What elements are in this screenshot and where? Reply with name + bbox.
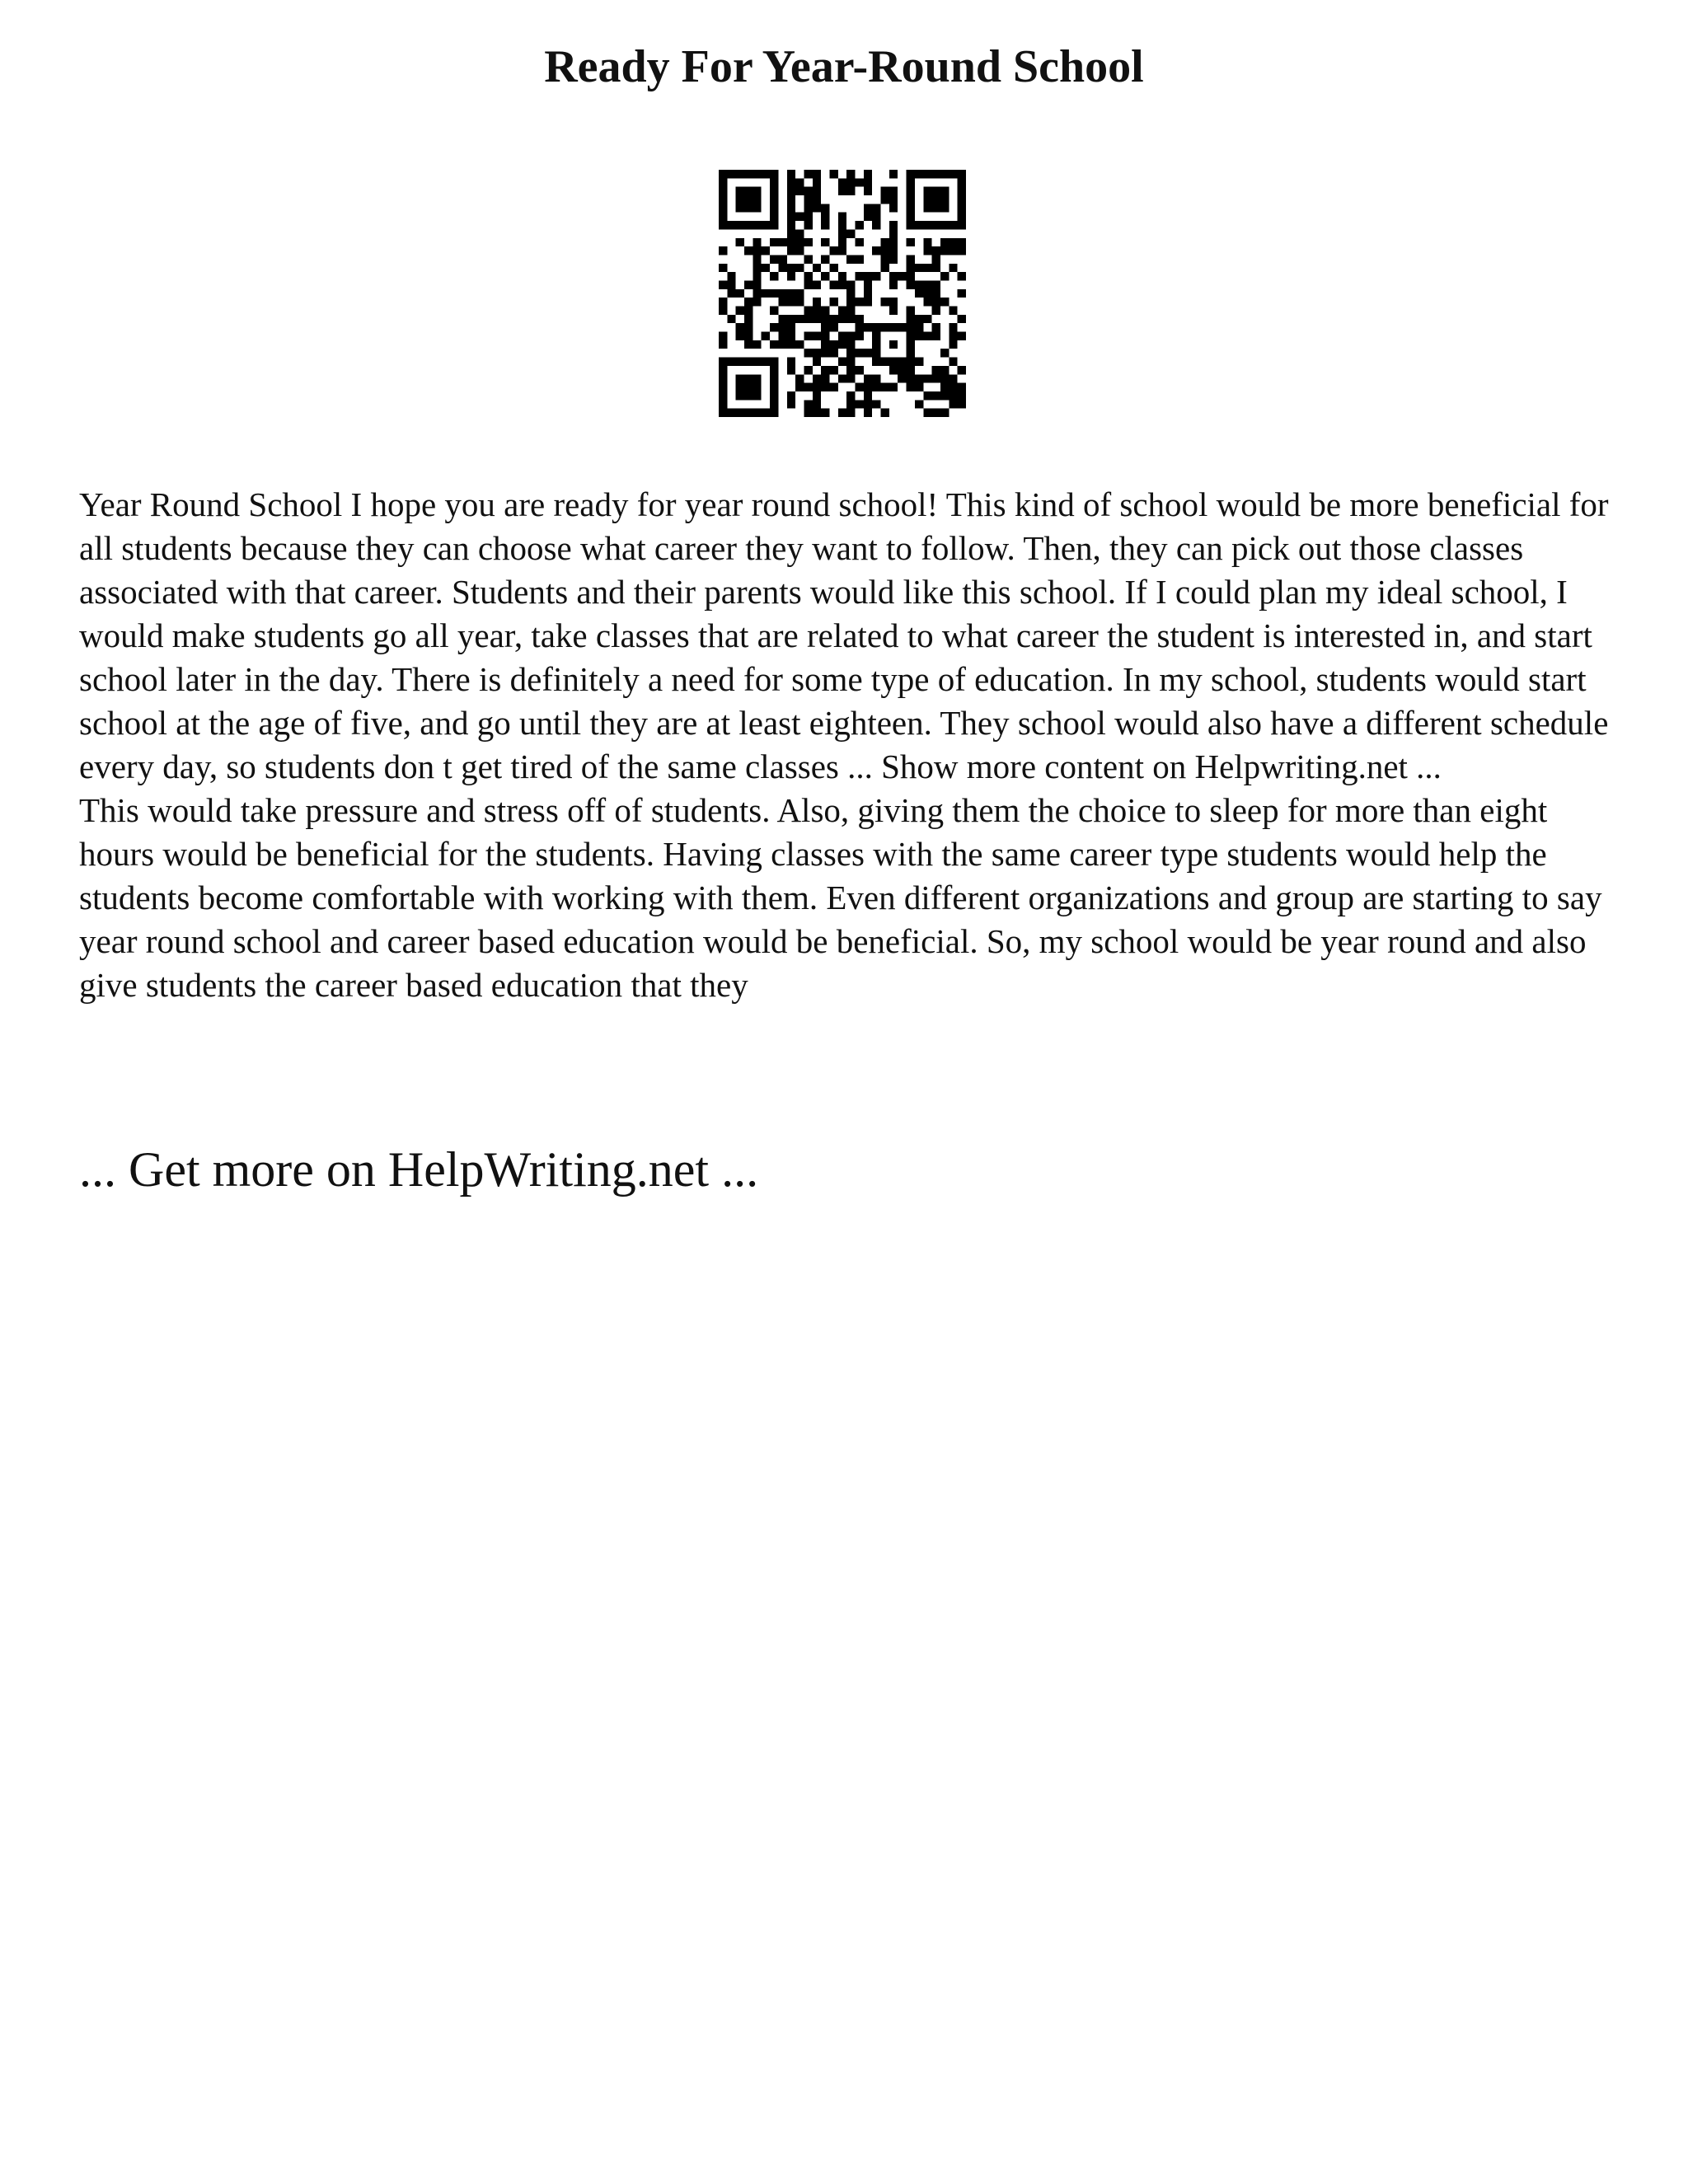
qr-code-icon — [719, 170, 966, 417]
document-body — [79, 483, 1620, 1007]
paragraph: Year Round School I hope you are ready for year round school! This kind of school would be more beneficial for all students because they can choose what career they want to follow. Then, they can pick out those classes associated with that career. Students and their parents would like this school. If I could plan my ideal school, I would make students go all year, take classes that are related to what career the student is interested in, and start school later in the day. There is definitely a need for some type of education. In my school, students would start school at the age of five, and go until they are at least eighteen. They school would also have a different schedule every day, so students don t get tired of the same classes ... Show more content on Helpwriting.net ... — [79, 485, 1609, 785]
get-more-link-text[interactable]: ... Get more on HelpWriting.net ... — [79, 1142, 759, 1197]
paragraph: This would take pressure and stress off of students. Also, giving them the choice to sleep for more than eight hours would be beneficial for the students. Having classes with the same career type students would help the students become comfortable with working with them. Even different organizations and group are starting to say year round school and career based education would be beneficial. So, my school would be year round and also give students the career based education that they — [79, 791, 1602, 1004]
page-title: Ready For Year-Round School — [544, 41, 1144, 92]
